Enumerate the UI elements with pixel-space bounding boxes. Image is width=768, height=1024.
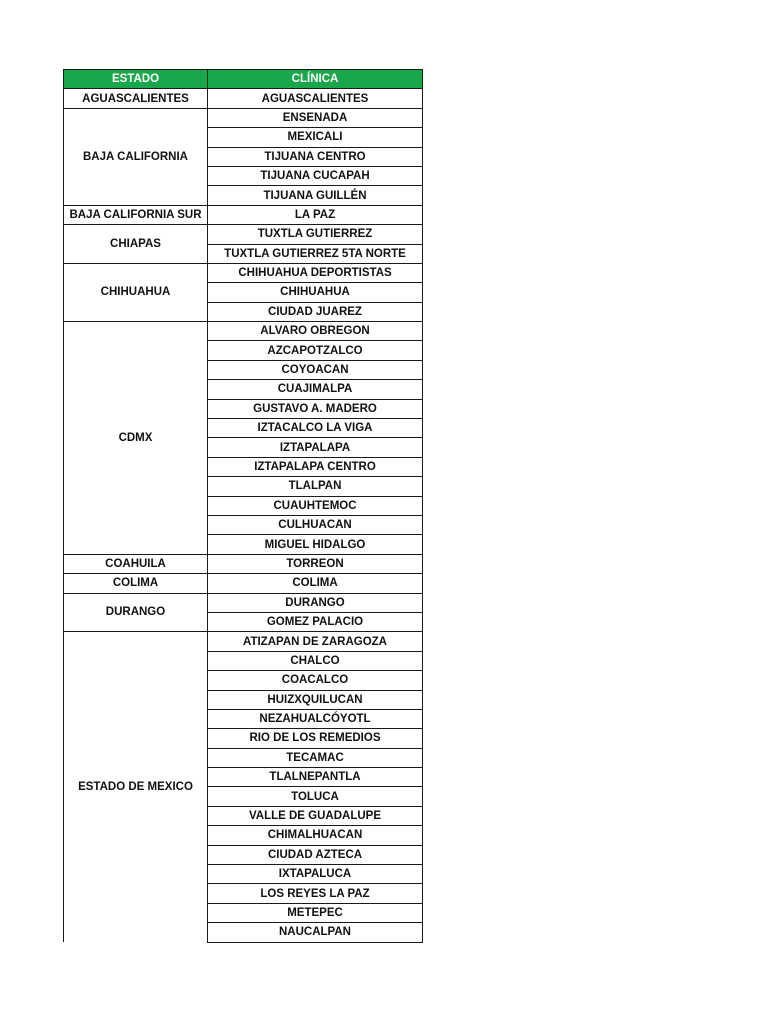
clinica-cell: CHIHUAHUA xyxy=(208,283,423,302)
clinica-cell: AGUASCALIENTES xyxy=(208,89,423,108)
estado-cell: BAJA CALIFORNIA SUR xyxy=(64,205,208,224)
clinica-cell: CIUDAD JUAREZ xyxy=(208,302,423,321)
table-row xyxy=(64,225,423,244)
table-row xyxy=(64,554,423,573)
clinica-cell: MIGUEL HIDALGO xyxy=(208,535,423,554)
clinica-cell: COACALCO xyxy=(208,671,423,690)
clinica-cell: METEPEC xyxy=(208,903,423,922)
table-row xyxy=(64,263,423,282)
clinica-cell: COYOACAN xyxy=(208,360,423,379)
clinica-cell: DURANGO xyxy=(208,593,423,612)
clinica-cell: CUAJIMALPA xyxy=(208,380,423,399)
clinica-cell: TLALPAN xyxy=(208,477,423,496)
clinica-cell: MEXICALI xyxy=(208,128,423,147)
table-row xyxy=(64,574,423,593)
clinica-cell: ALVARO OBREGON xyxy=(208,322,423,341)
estado-cell: COLIMA xyxy=(64,574,208,593)
clinica-cell: IZTAPALAPA CENTRO xyxy=(208,457,423,476)
clinic-table xyxy=(63,69,423,943)
header-row xyxy=(64,70,423,89)
clinica-cell: GUSTAVO A. MADERO xyxy=(208,399,423,418)
clinica-cell: CIUDAD AZTECA xyxy=(208,845,423,864)
estado-cell: CHIAPAS xyxy=(64,225,208,264)
estado-cell: AGUASCALIENTES xyxy=(64,89,208,108)
table-row xyxy=(64,632,423,651)
clinica-cell: TIJUANA CENTRO xyxy=(208,147,423,166)
clinica-cell: LA PAZ xyxy=(208,205,423,224)
clinica-cell: TIJUANA CUCAPAH xyxy=(208,166,423,185)
table-row xyxy=(64,205,423,224)
estado-cell: CHIHUAHUA xyxy=(64,263,208,321)
clinica-cell: GOMEZ PALACIO xyxy=(208,612,423,631)
estado-cell: COAHUILA xyxy=(64,554,208,573)
clinica-cell: LOS REYES LA PAZ xyxy=(208,884,423,903)
clinica-cell: CHIHUAHUA DEPORTISTAS xyxy=(208,263,423,282)
table-row xyxy=(64,593,423,612)
clinica-cell: TOLUCA xyxy=(208,787,423,806)
clinica-cell: CUAUHTEMOC xyxy=(208,496,423,515)
clinica-cell: TIJUANA GUILLÉN xyxy=(208,186,423,205)
clinica-cell: CHIMALHUACAN xyxy=(208,826,423,845)
clinica-cell: COLIMA xyxy=(208,574,423,593)
clinica-cell: TUXTLA GUTIERREZ xyxy=(208,225,423,244)
clinica-cell: ATIZAPAN DE ZARAGOZA xyxy=(208,632,423,651)
clinica-cell: TLALNEPANTLA xyxy=(208,768,423,787)
clinica-cell: ENSENADA xyxy=(208,108,423,127)
table-body xyxy=(64,89,423,942)
clinica-cell: IZTAPALAPA xyxy=(208,438,423,457)
estado-cell: ESTADO DE MEXICO xyxy=(64,632,208,942)
clinica-cell: IZTACALCO LA VIGA xyxy=(208,419,423,438)
estado-cell: BAJA CALIFORNIA xyxy=(64,108,208,205)
header-clinica: CLÍNICA xyxy=(208,70,423,89)
clinica-cell: NEZAHUALCÓYOTL xyxy=(208,709,423,728)
table-row xyxy=(64,108,423,127)
table-row xyxy=(64,322,423,341)
clinica-cell: HUIZXQUILUCAN xyxy=(208,690,423,709)
clinica-cell: RIO DE LOS REMEDIOS xyxy=(208,729,423,748)
clinica-cell: TORREON xyxy=(208,554,423,573)
estado-cell: CDMX xyxy=(64,322,208,555)
table-row xyxy=(64,89,423,108)
clinica-cell: VALLE DE GUADALUPE xyxy=(208,806,423,825)
clinica-cell: CULHUACAN xyxy=(208,515,423,534)
clinica-cell: CHALCO xyxy=(208,651,423,670)
header-estado: ESTADO xyxy=(64,70,208,89)
clinica-cell: TUXTLA GUTIERREZ 5TA NORTE xyxy=(208,244,423,263)
clinica-cell: TECAMAC xyxy=(208,748,423,767)
clinica-cell: IXTAPALUCA xyxy=(208,865,423,884)
estado-cell: DURANGO xyxy=(64,593,208,632)
clinica-cell: NAUCALPAN xyxy=(208,923,423,942)
clinica-cell: AZCAPOTZALCO xyxy=(208,341,423,360)
